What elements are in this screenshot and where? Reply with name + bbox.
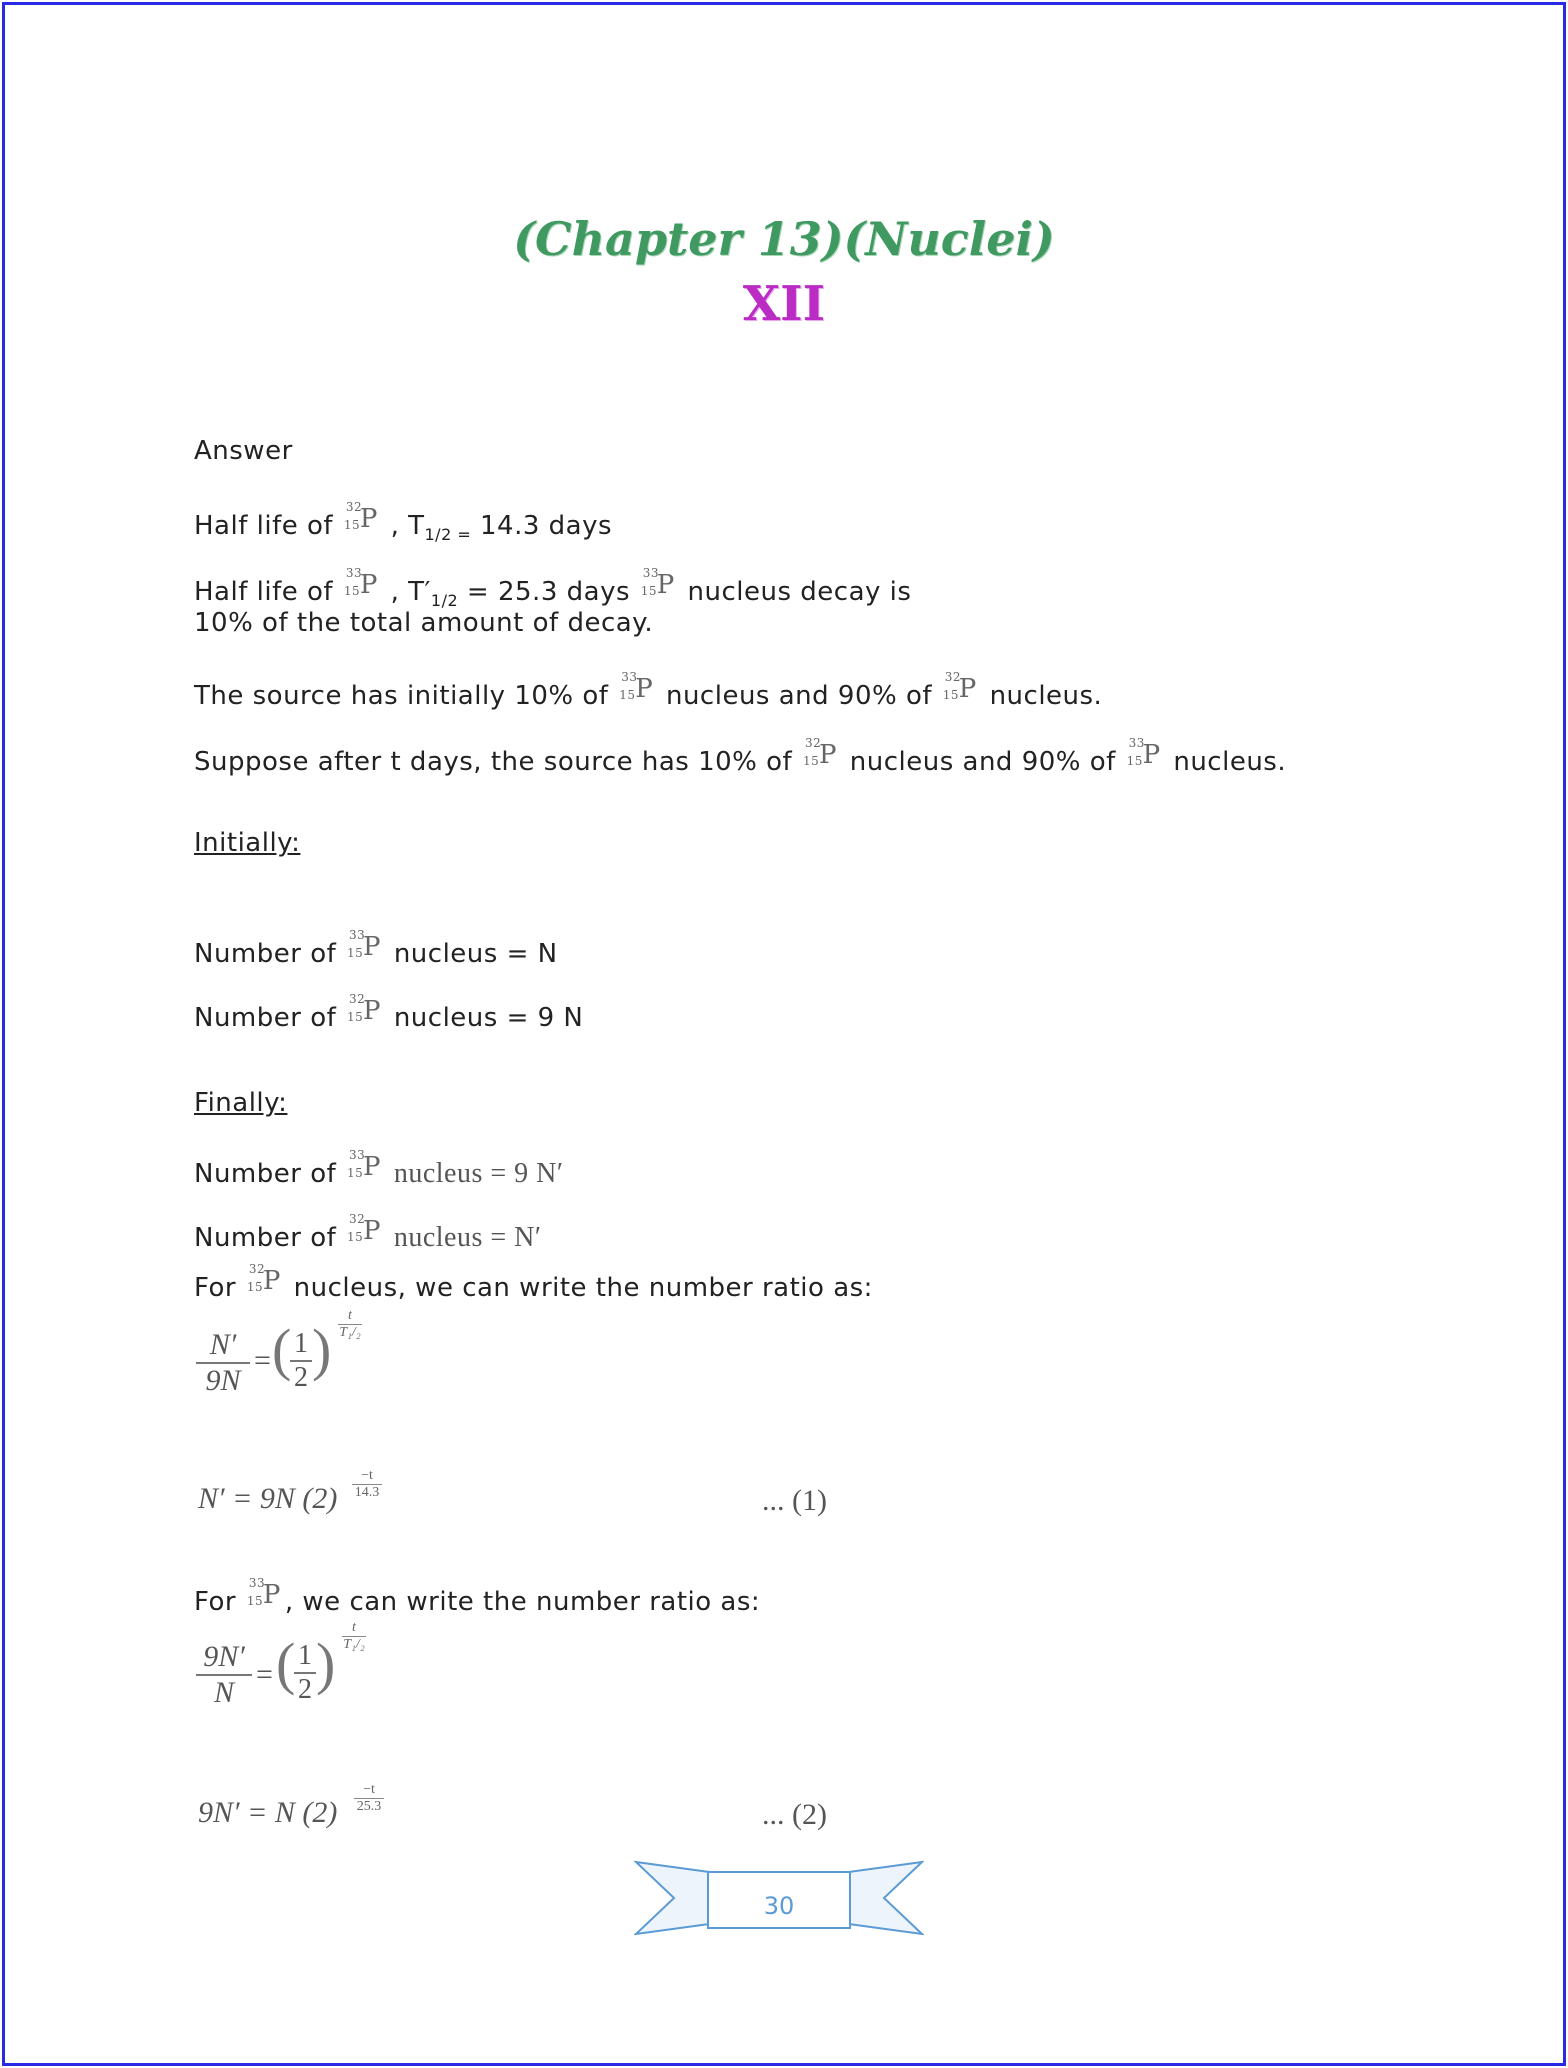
text: nucleus = N′ bbox=[393, 1222, 542, 1253]
nuclide-p32: 32 15 P bbox=[802, 736, 837, 770]
class-label: XII bbox=[742, 276, 826, 332]
text: , T′ bbox=[390, 577, 431, 607]
half-fraction: $\frac{1}{2}$ bbox=[290, 1328, 312, 1394]
initial-p33-line bbox=[194, 928, 558, 969]
text: nucleus decay is bbox=[687, 577, 912, 607]
nuclide-p33: 33 15 P bbox=[246, 1576, 281, 1610]
exponent: −t 25.3 bbox=[354, 1782, 384, 1815]
text: For bbox=[194, 1587, 237, 1617]
half-fraction: $\frac{1}{2}$ bbox=[294, 1640, 316, 1706]
text: The source has initially 10% of bbox=[194, 681, 609, 711]
text: Number of bbox=[194, 1003, 337, 1033]
nuclide-p33: 33 15 P bbox=[347, 928, 382, 962]
finally-heading: Finally: bbox=[194, 1088, 288, 1118]
chapter-title: (Chapter 13)(Nuclei) bbox=[513, 212, 1055, 266]
text: 14.3 days bbox=[471, 511, 613, 541]
equation-tag: ... (1) bbox=[762, 1484, 827, 1517]
source-initial-line bbox=[194, 670, 1102, 711]
equals-sign: = bbox=[256, 1658, 273, 1691]
nuclide-p33: 33 15 P bbox=[619, 670, 654, 704]
text: Suppose after t days, the source has 10% of bbox=[194, 747, 793, 777]
ratio-p32-intro bbox=[194, 1262, 873, 1303]
nuclide-p32: 32 15 P bbox=[246, 1262, 281, 1296]
fraction: $\frac{N'}{9N}$ bbox=[196, 1328, 250, 1398]
equation-lhs: 9N′ = N (2) bbox=[198, 1796, 338, 1829]
text: Number of bbox=[194, 1159, 337, 1189]
nuclide-p33: 33 15 P bbox=[347, 1148, 382, 1182]
final-p33-line bbox=[194, 1148, 563, 1190]
final-p32-line bbox=[194, 1212, 541, 1254]
text: nucleus = N bbox=[393, 939, 558, 969]
fraction: $\frac{9N'}{N}$ bbox=[196, 1640, 252, 1710]
exponent: t T₁/₂ bbox=[343, 1620, 365, 1652]
equation-lhs: N′ = 9N (2) bbox=[198, 1482, 338, 1515]
exponent: −t 14.3 bbox=[352, 1468, 382, 1501]
right-paren: ) bbox=[316, 1631, 336, 1696]
text: = 25.3 days bbox=[458, 577, 630, 607]
half-life-33-line bbox=[194, 566, 911, 610]
nuclide-p32: 32 15 P bbox=[942, 670, 977, 704]
answer-label: Answer bbox=[194, 436, 293, 466]
text: , we can write the number ratio as: bbox=[284, 1587, 761, 1617]
page-number: 30 bbox=[763, 1892, 795, 1920]
text: nucleus. bbox=[989, 681, 1103, 711]
text: nucleus, we can write the number ratio as: bbox=[293, 1273, 873, 1303]
nuclide-p33: 33 15 P bbox=[343, 566, 378, 600]
subscript: 1/2 = bbox=[424, 525, 472, 545]
nuclide-p32: 32 15 P bbox=[347, 1212, 382, 1246]
nuclide-p33: 33 15 P bbox=[640, 566, 675, 600]
text: nucleus = 9 N bbox=[393, 1003, 584, 1033]
exponent: t T₁/₂ bbox=[339, 1308, 361, 1340]
nuclide-p32: 32 15 P bbox=[343, 500, 378, 534]
right-paren: ) bbox=[312, 1317, 332, 1382]
text: Number of bbox=[194, 939, 337, 969]
text: nucleus = 9 N′ bbox=[393, 1158, 564, 1189]
text: nucleus and 90% of bbox=[665, 681, 933, 711]
text: Half life of bbox=[194, 577, 334, 607]
left-paren: ( bbox=[272, 1317, 292, 1382]
text: Half life of bbox=[194, 511, 334, 541]
decay-percent-line: 10% of the total amount of decay. bbox=[194, 608, 654, 638]
nuclide-p33: 33 15 P bbox=[1126, 736, 1161, 770]
initial-p32-line bbox=[194, 992, 583, 1033]
text: nucleus. bbox=[1173, 747, 1287, 777]
ratio-p33-intro bbox=[194, 1576, 760, 1617]
half-life-32-line bbox=[194, 500, 612, 544]
nuclide-p32: 32 15 P bbox=[347, 992, 382, 1026]
equals-sign: = bbox=[254, 1344, 271, 1377]
suppose-line bbox=[194, 736, 1286, 777]
text: nucleus and 90% of bbox=[849, 747, 1116, 777]
left-paren: ( bbox=[276, 1631, 296, 1696]
initially-heading: Initially: bbox=[194, 828, 301, 858]
text: Number of bbox=[194, 1223, 337, 1253]
text: For bbox=[194, 1273, 237, 1303]
subscript: 1/2 bbox=[430, 591, 459, 611]
text: , T bbox=[390, 511, 425, 541]
equation-tag: ... (2) bbox=[762, 1798, 827, 1831]
